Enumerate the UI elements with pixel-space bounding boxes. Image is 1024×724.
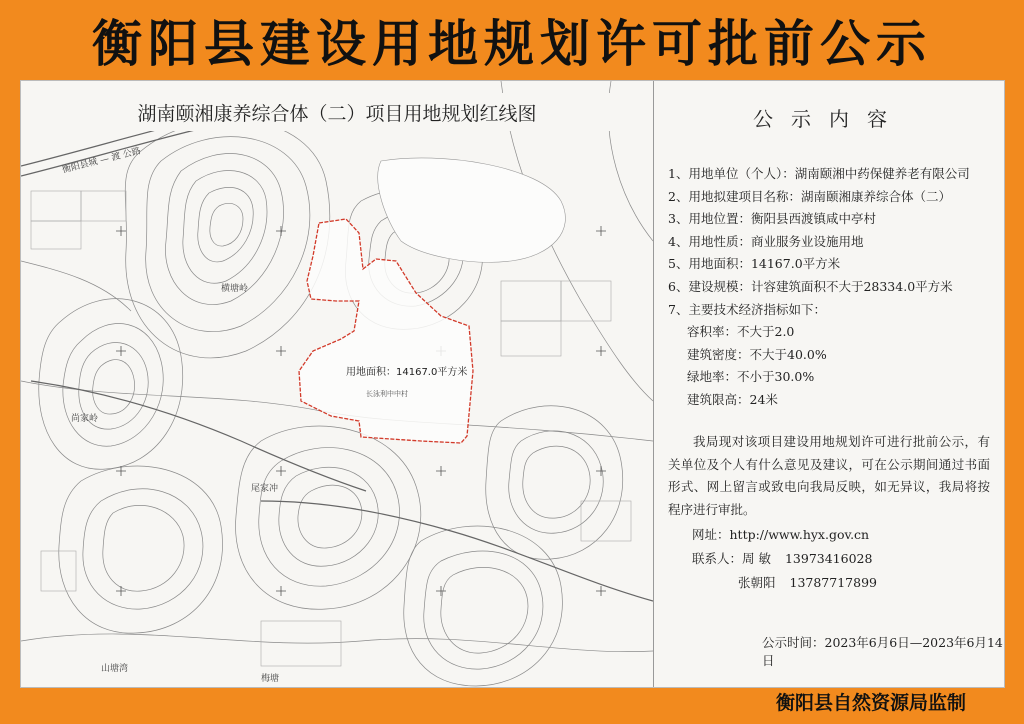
publish-time: 公示时间：2023年6月6日—2023年6月14日 xyxy=(762,635,1003,668)
place-label-a: 横塘岭 xyxy=(221,284,249,294)
item-scale: 6、建设规模：计容建筑面积不大于28334.0平方米 xyxy=(668,278,953,294)
red-line-map xyxy=(21,81,653,687)
indicator-density: 建筑密度：不大于40.0% xyxy=(687,346,827,362)
indicator-green: 绿地率：不小于30.0% xyxy=(687,369,815,385)
item-land-use: 4、用地性质：商业服务业设施用地 xyxy=(668,233,864,249)
parcel-sub-label: 长泳利中中村 xyxy=(366,390,408,398)
topographic-map xyxy=(21,81,653,687)
item-project-name: 2、用地拟建项目名称：湖南颐湘康养综合体（二） xyxy=(668,188,951,204)
contact-phone-2: 13787717899 xyxy=(789,575,877,590)
content-header: 公示内容 xyxy=(753,107,905,131)
item-list xyxy=(668,163,998,412)
parcel-area-label: 用地面积：14167.0平方米 xyxy=(346,367,468,378)
website-link[interactable]: 网址：http://www.hyx.gov.cn xyxy=(692,527,870,542)
item-indicators-heading: 7、主要技术经济指标如下： xyxy=(668,301,826,317)
notice-paragraph: 我局现对该项目建设用地规划许可进行批前公示，有关单位及个人有什么意见及建议，可在公示期间通过书面形式、网上留言或致电向我局反映，如无异议，我局将按程序进行审批。 xyxy=(668,434,990,517)
road-label: 衡阳县城 — 渡 公路 xyxy=(61,146,142,176)
contact-phone-1: 13973416028 xyxy=(784,551,873,566)
notice-content xyxy=(654,81,1004,687)
item-unit: 1、用地单位（个人）：湖南颐湘中药保健养老有限公司 xyxy=(668,166,970,181)
map-title: 湖南颐湘康养综合体（二）项目用地规划红线图 xyxy=(21,99,653,126)
place-label-c: 尾家冲 xyxy=(251,484,279,494)
item-area: 5、用地面积：14167.0平方米 xyxy=(668,256,841,272)
place-label-d: 山塘湾 xyxy=(101,664,129,674)
indicator-far: 容积率：不大于2.0 xyxy=(687,324,795,340)
title-bar xyxy=(0,0,1024,80)
item-location: 3、用地位置：衡阳县西渡镇咸中亭村 xyxy=(668,211,876,227)
contact-block xyxy=(692,523,877,595)
contact-person: 联系人：周 敏 xyxy=(692,551,771,566)
indicator-height: 建筑限高：24米 xyxy=(687,391,778,407)
contact-person-2: 张朝阳 xyxy=(738,575,776,590)
place-label-e: 梅塘 xyxy=(261,674,280,684)
page-title: 衡阳县建设用地规划许可批前公示 xyxy=(92,15,932,73)
notice-panel xyxy=(20,80,1005,688)
footer-issuer: 衡阳县自然资源局监制 xyxy=(775,692,966,714)
place-label-b: 尚家岭 xyxy=(71,414,99,424)
